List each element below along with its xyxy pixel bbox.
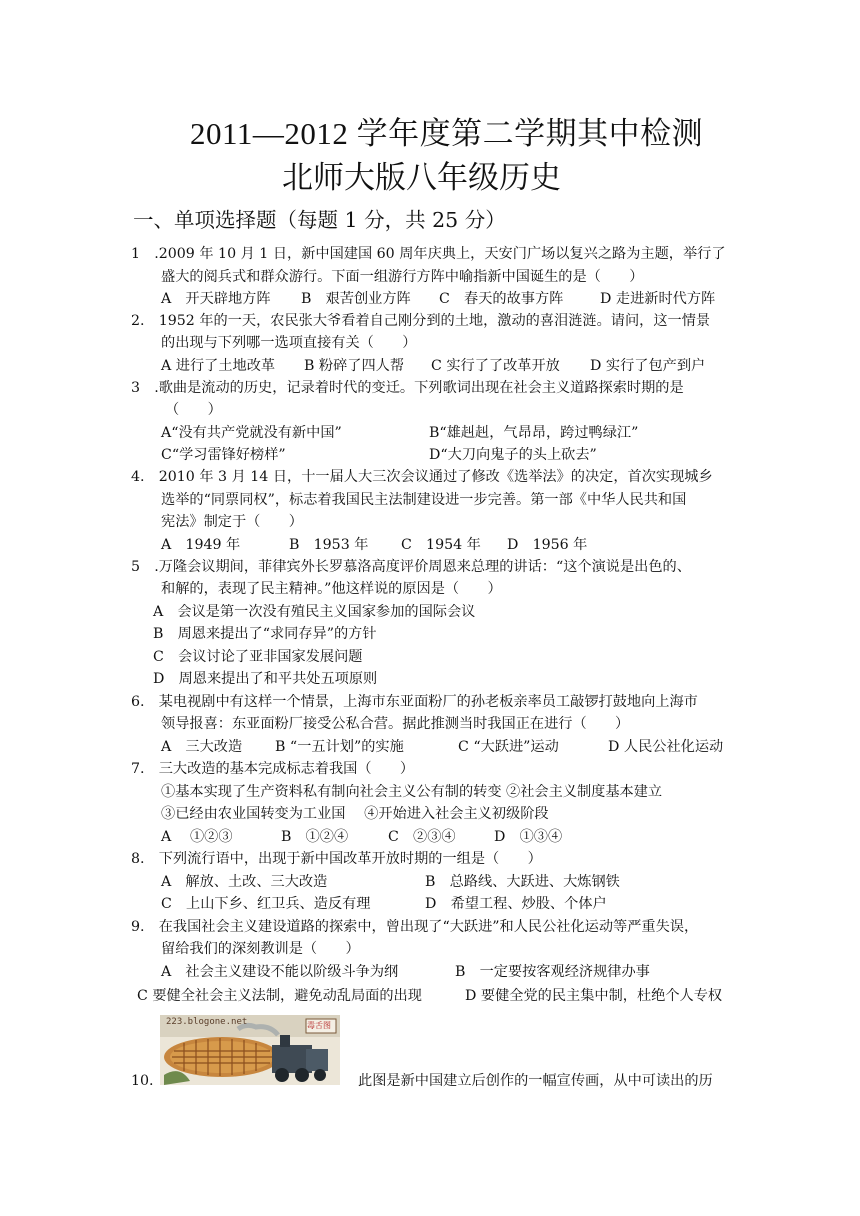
q7-option-a: A ①②③ <box>161 829 233 845</box>
q10-text: 此图是新中国建立后创作的一幅宣传画，从中可读出的历 <box>358 1073 713 1089</box>
q3-option-c: C“学习雷锋好榜样” <box>161 447 286 463</box>
q1-option-b: B 艰苦创业方阵 <box>301 291 411 307</box>
page-subtitle: 北师大版八年级历史 <box>282 160 561 195</box>
q3-line-2: （ ） <box>165 402 222 418</box>
q7-line-1: 7. 三大改造的基本完成标志着我国（ ） <box>131 761 415 777</box>
q4-line-2: 选举的“同票同权”，标志着我国民主法制建设进一步完善。第一部《中华人民共和国 <box>161 492 687 508</box>
q3-option-a: A“没有共产党就没有新中国” <box>161 425 342 441</box>
picture-watermark: 223.blogone.net <box>166 1017 248 1027</box>
q6-option-c: C “大跃进”运动 <box>458 739 559 755</box>
q5-option-b: B 周恩来提出了“求同存异”的方针 <box>153 626 377 642</box>
q5-line-1: 5 .万隆会议期间，菲律宾外长罗慕洛高度评价周恩来总理的讲话：“这个演说是出色的、 <box>131 559 691 575</box>
q9-option-b: B 一定要按客观经济规律办事 <box>455 964 650 980</box>
q4-line-3: 宪法》制定于（ ） <box>161 514 303 530</box>
q6-line-1: 6. 某电视剧中有这样一个情景，上海市东亚面粉厂的孙老板亲率员工敲锣打鼓地向上海市 <box>131 694 698 710</box>
q2-option-a: A 进行了土地改革 <box>161 358 276 374</box>
q5-option-d: D 周恩来提出了和平共处五项原则 <box>153 671 378 687</box>
q7-line-2: ①基本实现了生产资料私有制向社会主义公有制的转变 ②社会主义制度基本建立 <box>161 784 663 800</box>
q7-option-b: B ①②④ <box>281 829 349 845</box>
q5-line-2: 和解的，表现了民主精神。”他这样说的原因是（ ） <box>161 581 502 597</box>
q6-option-a: A 三大改造 <box>161 739 243 755</box>
q2-option-c: C 实行了了改革开放 <box>431 358 560 374</box>
q8-line-1: 8. 下列流行语中，出现于新中国改革开放时期的一组是（ ） <box>131 851 542 867</box>
q3-line-1: 3 .歌曲是流动的历史，记录着时代的变迁。下列歌词出现在社会主义道路探索时期的是 <box>131 380 684 396</box>
q1-option-d: D 走进新时代方阵 <box>600 291 716 307</box>
q4-option-b: B 1953 年 <box>289 537 369 553</box>
q8-option-c: C 上山下乡、红卫兵、造反有理 <box>161 896 371 912</box>
q4-option-c: C 1954 年 <box>401 537 481 553</box>
q1-line-2: 盛大的阅兵式和群众游行。下面一组游行方阵中喻指新中国诞生的是（ ） <box>161 269 644 285</box>
q4-line-1: 4. 2010 年 3 月 14 日，十一届人大三次会议通过了修改《选举法》的决定，首次实现城乡 <box>131 469 713 485</box>
q9-line-1: 9. 在我国社会主义建设道路的探索中，曾出现了“大跃进”和人民公社化运动等严重失误， <box>131 919 699 935</box>
q6-option-b: B “一五计划”的实施 <box>275 739 404 755</box>
q9-option-d: D 要健全党的民主集中制，杜绝个人专权 <box>465 988 723 1004</box>
q6-option-d: D 人民公社化运动 <box>608 739 724 755</box>
q7-option-c: C ②③④ <box>388 829 456 845</box>
q6-line-2: 领导报喜：东亚面粉厂接受公私合营。据此推测当时我国正在进行（ ） <box>161 716 630 732</box>
q9-option-c: C 要健全社会主义法制，避免动乱局面的出现 <box>137 988 422 1004</box>
q8-option-d: D 希望工程、炒股、个体户 <box>425 896 607 912</box>
section-heading: 一、单项选择题（每题 1 分，共 25 分） <box>133 208 506 232</box>
picture-stamp: 毒舌图 <box>307 1021 331 1030</box>
q2-option-b: B 粉碎了四人帮 <box>304 358 405 374</box>
q4-option-a: A 1949 年 <box>161 537 241 553</box>
propaganda-picture <box>160 1015 340 1085</box>
q9-line-2: 留给我们的深刻教训是（ ） <box>161 941 360 957</box>
q8-option-b: B 总路线、大跃进、大炼钢铁 <box>425 874 620 890</box>
q1-option-a: A 开天辟地方阵 <box>161 291 271 307</box>
q8-option-a: A 解放、土改、三大改造 <box>161 874 328 890</box>
q2-line-1: 2. 1952 年的一天，农民张大爷看着自己刚分到的土地，激动的喜泪涟涟。请问，这一情景 <box>131 313 711 329</box>
page-title: 2011—2012 学年度第二学期其中检测 <box>190 116 704 151</box>
q10-number: 10. <box>131 1073 154 1089</box>
q7-line-3: ③已经由农业国转变为工业国 ④开始进入社会主义初级阶段 <box>161 806 549 822</box>
q3-option-b: B“雄赳赳，气昂昂，跨过鸭绿江” <box>429 425 639 441</box>
q7-option-d: D ①③④ <box>494 829 563 845</box>
q9-option-a: A 社会主义建设不能以阶级斗争为纲 <box>161 964 399 980</box>
q4-option-d: D 1956 年 <box>507 537 588 553</box>
q5-option-a: A 会议是第一次没有殖民主义国家参加的国际会议 <box>153 604 476 620</box>
q2-option-d: D 实行了包产到户 <box>590 358 706 374</box>
q1-option-c: C 春天的故事方阵 <box>439 291 564 307</box>
q5-option-c: C 会议讨论了亚非国家发展问题 <box>153 649 363 665</box>
q1-line-1: 1 .2009 年 10 月 1 日，新中国建国 60 周年庆典上，天安门广场以复兴之路为主题，举行了 <box>131 246 726 262</box>
q3-option-d: D“大刀向鬼子的头上砍去” <box>429 447 597 463</box>
q2-line-2: 的出现与下列哪一选项直接有关（ ） <box>161 335 417 351</box>
